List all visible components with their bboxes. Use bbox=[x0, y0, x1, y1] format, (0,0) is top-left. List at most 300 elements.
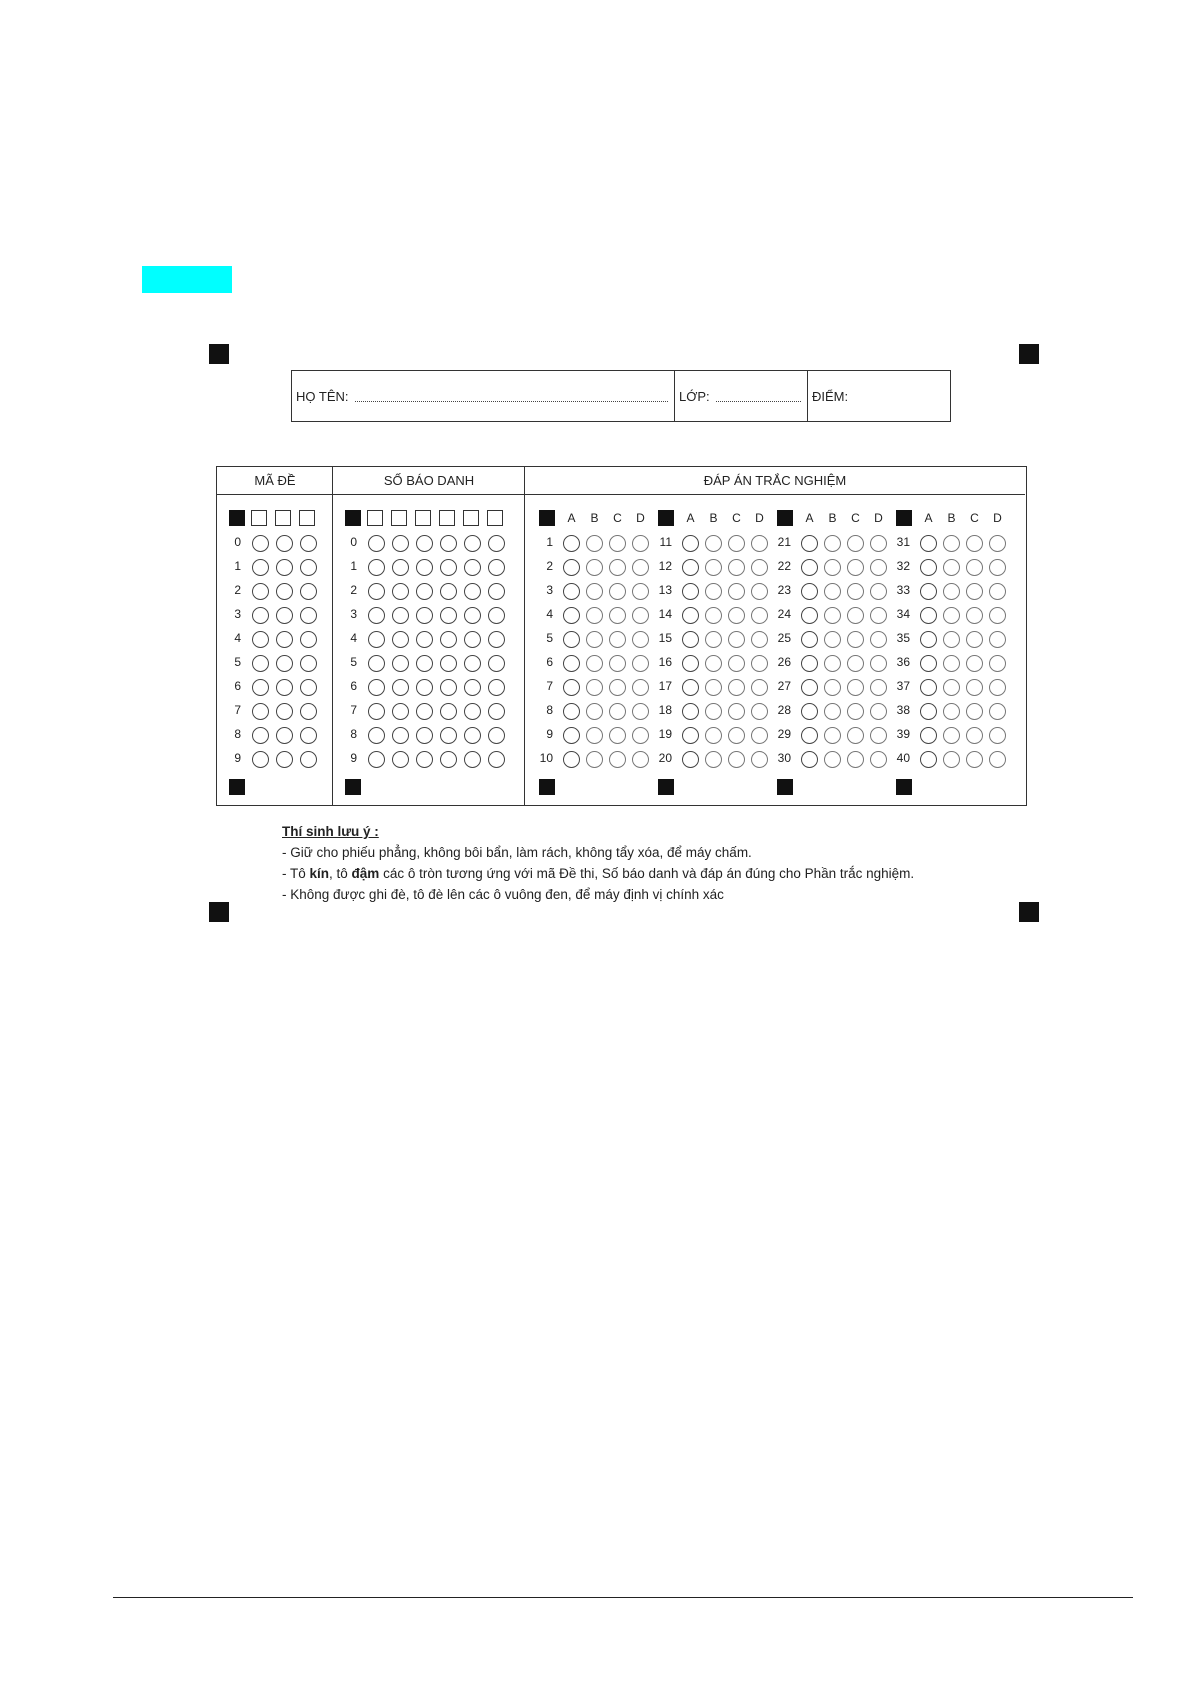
answer-bubble[interactable] bbox=[801, 607, 818, 624]
candidate-id-write-box[interactable] bbox=[439, 510, 455, 526]
candidate-id-bubble[interactable] bbox=[392, 751, 409, 768]
answer-bubble[interactable] bbox=[682, 559, 699, 576]
answer-bubble[interactable] bbox=[563, 631, 580, 648]
candidate-id-bubble[interactable] bbox=[416, 631, 433, 648]
answer-bubble[interactable] bbox=[751, 559, 768, 576]
exam-code-bubble[interactable] bbox=[276, 751, 293, 768]
answer-bubble[interactable] bbox=[563, 703, 580, 720]
candidate-id-bubble[interactable] bbox=[488, 679, 505, 696]
answer-bubble[interactable] bbox=[989, 679, 1006, 696]
answer-bubble[interactable] bbox=[966, 631, 983, 648]
answer-bubble[interactable] bbox=[609, 583, 626, 600]
answer-bubble[interactable] bbox=[632, 631, 649, 648]
candidate-id-bubble[interactable] bbox=[464, 559, 481, 576]
candidate-id-bubble[interactable] bbox=[440, 655, 457, 672]
candidate-id-bubble[interactable] bbox=[392, 607, 409, 624]
answer-bubble[interactable] bbox=[632, 679, 649, 696]
answer-bubble[interactable] bbox=[609, 559, 626, 576]
exam-code-bubble[interactable] bbox=[300, 535, 317, 552]
answer-bubble[interactable] bbox=[870, 703, 887, 720]
answer-bubble[interactable] bbox=[920, 655, 937, 672]
candidate-id-bubble[interactable] bbox=[440, 679, 457, 696]
answer-bubble[interactable] bbox=[586, 727, 603, 744]
answer-bubble[interactable] bbox=[870, 559, 887, 576]
answer-bubble[interactable] bbox=[989, 607, 1006, 624]
question-number: 11 bbox=[659, 535, 672, 549]
answer-bubble[interactable] bbox=[920, 631, 937, 648]
answer-bubble[interactable] bbox=[920, 607, 937, 624]
answer-bubble[interactable] bbox=[705, 703, 722, 720]
answer-bubble[interactable] bbox=[705, 559, 722, 576]
answer-bubble[interactable] bbox=[586, 679, 603, 696]
answer-bubble[interactable] bbox=[847, 727, 864, 744]
answer-bubble[interactable] bbox=[705, 607, 722, 624]
answer-bubble[interactable] bbox=[705, 655, 722, 672]
answer-bubble[interactable] bbox=[920, 535, 937, 552]
class-field[interactable] bbox=[675, 371, 808, 421]
answer-bubble[interactable] bbox=[751, 703, 768, 720]
answer-bubble[interactable] bbox=[870, 751, 887, 768]
exam-code-bubble[interactable] bbox=[276, 703, 293, 720]
answer-bubble[interactable] bbox=[801, 727, 818, 744]
candidate-id-bubble[interactable] bbox=[368, 559, 385, 576]
answer-bubble[interactable] bbox=[586, 655, 603, 672]
answer-bubble[interactable] bbox=[847, 535, 864, 552]
candidate-id-write-box[interactable] bbox=[487, 510, 503, 526]
answer-letter-header: C bbox=[970, 511, 979, 525]
answer-letter-header: C bbox=[732, 511, 741, 525]
candidate-id-bubble[interactable] bbox=[440, 751, 457, 768]
answer-bubble[interactable] bbox=[943, 631, 960, 648]
exam-code-bubble[interactable] bbox=[276, 727, 293, 744]
answer-bubble[interactable] bbox=[966, 559, 983, 576]
answer-bubble[interactable] bbox=[824, 655, 841, 672]
digit-label: 4 bbox=[350, 631, 357, 645]
answer-bubble[interactable] bbox=[609, 727, 626, 744]
answer-bubble[interactable] bbox=[847, 559, 864, 576]
answer-bubble[interactable] bbox=[609, 607, 626, 624]
exam-code-bubble[interactable] bbox=[252, 583, 269, 600]
candidate-id-bubble[interactable] bbox=[440, 703, 457, 720]
candidate-id-bubble[interactable] bbox=[440, 583, 457, 600]
answer-bubble[interactable] bbox=[870, 727, 887, 744]
candidate-id-bubble[interactable] bbox=[464, 679, 481, 696]
answer-letter-header: A bbox=[805, 511, 814, 525]
candidate-id-bubble[interactable] bbox=[368, 679, 385, 696]
candidate-id-bubble[interactable] bbox=[488, 583, 505, 600]
answer-bubble[interactable] bbox=[824, 535, 841, 552]
answer-bubble[interactable] bbox=[966, 727, 983, 744]
answer-bubble[interactable] bbox=[682, 679, 699, 696]
answer-bubble[interactable] bbox=[609, 655, 626, 672]
digit-label: 9 bbox=[234, 751, 241, 765]
candidate-id-bubble[interactable] bbox=[464, 655, 481, 672]
answer-bubble[interactable] bbox=[847, 655, 864, 672]
answer-bubble[interactable] bbox=[989, 631, 1006, 648]
answer-bubble[interactable] bbox=[989, 655, 1006, 672]
answer-bubble[interactable] bbox=[943, 607, 960, 624]
answer-bubble[interactable] bbox=[609, 679, 626, 696]
corner-marker-bottom-left bbox=[209, 902, 229, 922]
exam-code-bubble[interactable] bbox=[252, 559, 269, 576]
answer-bubble[interactable] bbox=[705, 751, 722, 768]
answer-bubble[interactable] bbox=[632, 535, 649, 552]
candidate-id-bubble[interactable] bbox=[392, 535, 409, 552]
candidate-id-bubble[interactable] bbox=[392, 559, 409, 576]
candidate-id-bubble[interactable] bbox=[464, 727, 481, 744]
answer-bubble[interactable] bbox=[563, 655, 580, 672]
candidate-info-box bbox=[291, 370, 951, 422]
registration-marker-square bbox=[896, 510, 912, 526]
answer-bubble[interactable] bbox=[870, 631, 887, 648]
candidate-id-bubble[interactable] bbox=[488, 559, 505, 576]
candidate-id-bubble[interactable] bbox=[440, 727, 457, 744]
candidate-id-bubble[interactable] bbox=[392, 631, 409, 648]
answer-bubble[interactable] bbox=[632, 655, 649, 672]
candidate-id-bubble[interactable] bbox=[464, 583, 481, 600]
candidate-id-bubble[interactable] bbox=[416, 655, 433, 672]
candidate-id-bubble[interactable] bbox=[488, 751, 505, 768]
answer-bubble[interactable] bbox=[801, 559, 818, 576]
answer-bubble[interactable] bbox=[705, 727, 722, 744]
candidate-id-write-box[interactable] bbox=[463, 510, 479, 526]
answer-bubble[interactable] bbox=[801, 751, 818, 768]
answer-bubble[interactable] bbox=[751, 679, 768, 696]
answer-letter-header: D bbox=[993, 511, 1002, 525]
answer-bubble[interactable] bbox=[705, 583, 722, 600]
answer-bubble[interactable] bbox=[966, 679, 983, 696]
answer-bubble[interactable] bbox=[751, 727, 768, 744]
answer-bubble[interactable] bbox=[989, 703, 1006, 720]
exam-code-write-box[interactable] bbox=[299, 510, 315, 526]
answer-bubble[interactable] bbox=[943, 751, 960, 768]
instruction-line: - Giữ cho phiếu phẳng, không bôi bẩn, làm rách, không tẩy xóa, để máy chấm. bbox=[282, 845, 752, 860]
corner-marker-bottom-right bbox=[1019, 902, 1039, 922]
answer-bubble[interactable] bbox=[920, 751, 937, 768]
answer-bubble[interactable] bbox=[609, 631, 626, 648]
candidate-id-bubble[interactable] bbox=[488, 655, 505, 672]
answer-bubble[interactable] bbox=[609, 751, 626, 768]
answer-bubble[interactable] bbox=[728, 751, 745, 768]
answer-bubble[interactable] bbox=[728, 607, 745, 624]
question-number: 5 bbox=[546, 631, 553, 645]
answer-bubble[interactable] bbox=[966, 607, 983, 624]
registration-marker-square bbox=[539, 779, 555, 795]
candidate-id-bubble[interactable] bbox=[416, 607, 433, 624]
candidate-id-bubble[interactable] bbox=[488, 535, 505, 552]
candidate-id-bubble[interactable] bbox=[416, 679, 433, 696]
answer-bubble[interactable] bbox=[920, 703, 937, 720]
candidate-id-bubble[interactable] bbox=[368, 583, 385, 600]
answer-bubble[interactable] bbox=[824, 583, 841, 600]
candidate-id-bubble[interactable] bbox=[440, 535, 457, 552]
answer-bubble[interactable] bbox=[751, 607, 768, 624]
answer-bubble[interactable] bbox=[824, 703, 841, 720]
answer-bubble[interactable] bbox=[824, 607, 841, 624]
answer-bubble[interactable] bbox=[563, 535, 580, 552]
exam-code-bubble[interactable] bbox=[300, 559, 317, 576]
candidate-id-bubble[interactable] bbox=[392, 655, 409, 672]
exam-code-bubble[interactable] bbox=[300, 751, 317, 768]
question-number: 29 bbox=[777, 727, 791, 741]
answer-bubble[interactable] bbox=[847, 679, 864, 696]
answer-bubble[interactable] bbox=[563, 607, 580, 624]
answer-bubble[interactable] bbox=[586, 535, 603, 552]
answer-bubble[interactable] bbox=[632, 607, 649, 624]
exam-code-bubble[interactable] bbox=[252, 703, 269, 720]
answer-bubble[interactable] bbox=[801, 679, 818, 696]
instruction-line: - Tô kín, tô đậm các ô tròn tương ứng với mã Đề thi, Số báo danh và đáp án đúng cho Phần trắc nghiệm. bbox=[282, 866, 915, 881]
exam-code-bubble[interactable] bbox=[252, 655, 269, 672]
candidate-id-bubble[interactable] bbox=[392, 727, 409, 744]
answer-bubble[interactable] bbox=[682, 607, 699, 624]
answer-bubble[interactable] bbox=[801, 583, 818, 600]
answer-bubble[interactable] bbox=[728, 679, 745, 696]
exam-code-bubble[interactable] bbox=[252, 679, 269, 696]
name-field[interactable] bbox=[292, 371, 675, 421]
exam-code-bubble[interactable] bbox=[300, 679, 317, 696]
exam-code-bubble[interactable] bbox=[252, 607, 269, 624]
answer-bubble[interactable] bbox=[586, 583, 603, 600]
question-number: 18 bbox=[658, 703, 672, 717]
answer-bubble[interactable] bbox=[705, 679, 722, 696]
answer-bubble[interactable] bbox=[824, 679, 841, 696]
answer-bubble[interactable] bbox=[801, 703, 818, 720]
candidate-id-bubble[interactable] bbox=[368, 535, 385, 552]
answer-bubble[interactable] bbox=[870, 607, 887, 624]
question-number: 3 bbox=[546, 583, 553, 597]
exam-code-bubble[interactable] bbox=[252, 751, 269, 768]
candidate-id-bubble[interactable] bbox=[440, 559, 457, 576]
answer-bubble[interactable] bbox=[920, 583, 937, 600]
candidate-id-bubble[interactable] bbox=[488, 607, 505, 624]
answer-bubble[interactable] bbox=[586, 751, 603, 768]
candidate-id-bubble[interactable] bbox=[488, 727, 505, 744]
answer-bubble[interactable] bbox=[920, 679, 937, 696]
answer-bubble[interactable] bbox=[586, 703, 603, 720]
candidate-id-bubble[interactable] bbox=[368, 631, 385, 648]
answer-bubble[interactable] bbox=[632, 727, 649, 744]
answer-bubble[interactable] bbox=[989, 727, 1006, 744]
answer-bubble[interactable] bbox=[728, 631, 745, 648]
exam-code-bubble[interactable] bbox=[252, 727, 269, 744]
candidate-id-write-box[interactable] bbox=[367, 510, 383, 526]
candidate-id-bubble[interactable] bbox=[392, 583, 409, 600]
candidate-id-bubble[interactable] bbox=[368, 607, 385, 624]
answer-bubble[interactable] bbox=[966, 655, 983, 672]
question-number: 1 bbox=[546, 535, 553, 549]
candidate-id-bubble[interactable] bbox=[392, 703, 409, 720]
answer-bubble[interactable] bbox=[586, 559, 603, 576]
candidate-id-write-box[interactable] bbox=[415, 510, 431, 526]
exam-code-bubble[interactable] bbox=[276, 535, 293, 552]
answer-bubble[interactable] bbox=[801, 655, 818, 672]
answer-bubble[interactable] bbox=[682, 583, 699, 600]
answer-bubble[interactable] bbox=[801, 631, 818, 648]
answer-bubble[interactable] bbox=[728, 559, 745, 576]
candidate-id-title: SỐ BÁO DANH bbox=[333, 467, 525, 495]
answer-bubble[interactable] bbox=[632, 583, 649, 600]
answers-title: ĐÁP ÁN TRẮC NGHIỆM bbox=[525, 467, 1025, 495]
exam-code-bubble[interactable] bbox=[300, 583, 317, 600]
question-number: 30 bbox=[777, 751, 791, 765]
answer-bubble[interactable] bbox=[870, 655, 887, 672]
answer-letter-header: A bbox=[924, 511, 933, 525]
question-number: 22 bbox=[777, 559, 791, 573]
exam-code-bubble[interactable] bbox=[300, 631, 317, 648]
candidate-id-bubble[interactable] bbox=[440, 631, 457, 648]
answer-bubble[interactable] bbox=[920, 727, 937, 744]
candidate-id-bubble[interactable] bbox=[416, 751, 433, 768]
answer-bubble[interactable] bbox=[682, 655, 699, 672]
answer-bubble[interactable] bbox=[563, 727, 580, 744]
candidate-id-bubble[interactable] bbox=[416, 703, 433, 720]
answer-bubble[interactable] bbox=[989, 751, 1006, 768]
question-number: 17 bbox=[658, 679, 672, 693]
registration-marker-square bbox=[539, 510, 555, 526]
exam-code-write-box[interactable] bbox=[251, 510, 267, 526]
answer-bubble[interactable] bbox=[705, 631, 722, 648]
candidate-id-bubble[interactable] bbox=[368, 727, 385, 744]
answer-bubble[interactable] bbox=[682, 631, 699, 648]
answer-bubble[interactable] bbox=[847, 583, 864, 600]
candidate-id-bubble[interactable] bbox=[464, 703, 481, 720]
score-field[interactable] bbox=[808, 371, 950, 421]
answer-bubble[interactable] bbox=[751, 631, 768, 648]
candidate-id-bubble[interactable] bbox=[392, 679, 409, 696]
answer-bubble[interactable] bbox=[586, 631, 603, 648]
answer-bubble[interactable] bbox=[682, 703, 699, 720]
answer-bubble[interactable] bbox=[989, 559, 1006, 576]
answer-bubble[interactable] bbox=[870, 679, 887, 696]
digit-label: 0 bbox=[350, 535, 357, 549]
answer-bubble[interactable] bbox=[966, 583, 983, 600]
instructions-title: Thí sinh lưu ý : bbox=[282, 824, 379, 839]
answer-bubble[interactable] bbox=[586, 607, 603, 624]
answer-bubble[interactable] bbox=[728, 535, 745, 552]
exam-code-bubble[interactable] bbox=[300, 703, 317, 720]
answer-bubble[interactable] bbox=[966, 535, 983, 552]
answer-bubble[interactable] bbox=[728, 727, 745, 744]
answer-bubble[interactable] bbox=[563, 751, 580, 768]
exam-code-write-box[interactable] bbox=[275, 510, 291, 526]
answer-bubble[interactable] bbox=[943, 703, 960, 720]
answer-bubble[interactable] bbox=[824, 727, 841, 744]
candidate-id-bubble[interactable] bbox=[488, 631, 505, 648]
answer-bubble[interactable] bbox=[943, 583, 960, 600]
answer-bubble[interactable] bbox=[751, 751, 768, 768]
answer-bubble[interactable] bbox=[870, 583, 887, 600]
answer-bubble[interactable] bbox=[966, 751, 983, 768]
answer-bubble[interactable] bbox=[943, 535, 960, 552]
answer-bubble[interactable] bbox=[943, 727, 960, 744]
answer-bubble[interactable] bbox=[943, 679, 960, 696]
candidate-id-bubble[interactable] bbox=[464, 607, 481, 624]
exam-code-bubble[interactable] bbox=[276, 631, 293, 648]
answer-bubble[interactable] bbox=[751, 655, 768, 672]
candidate-id-bubble[interactable] bbox=[488, 703, 505, 720]
answer-bubble[interactable] bbox=[609, 535, 626, 552]
answer-bubble[interactable] bbox=[847, 703, 864, 720]
answer-bubble[interactable] bbox=[563, 583, 580, 600]
answer-bubble[interactable] bbox=[728, 703, 745, 720]
candidate-id-bubble[interactable] bbox=[416, 559, 433, 576]
exam-code-bubble[interactable] bbox=[300, 727, 317, 744]
answer-sheet bbox=[216, 466, 1027, 806]
candidate-id-bubble[interactable] bbox=[416, 583, 433, 600]
answer-bubble[interactable] bbox=[989, 535, 1006, 552]
answer-bubble[interactable] bbox=[682, 727, 699, 744]
answer-bubble[interactable] bbox=[632, 559, 649, 576]
candidate-id-bubble[interactable] bbox=[464, 751, 481, 768]
digit-label: 3 bbox=[350, 607, 357, 621]
exam-code-bubble[interactable] bbox=[276, 679, 293, 696]
candidate-id-bubble[interactable] bbox=[368, 655, 385, 672]
candidate-id-write-box[interactable] bbox=[391, 510, 407, 526]
answer-bubble[interactable] bbox=[728, 583, 745, 600]
answer-bubble[interactable] bbox=[563, 679, 580, 696]
answer-bubble[interactable] bbox=[824, 631, 841, 648]
candidate-id-bubble[interactable] bbox=[464, 535, 481, 552]
exam-code-bubble[interactable] bbox=[276, 559, 293, 576]
answer-bubble[interactable] bbox=[705, 535, 722, 552]
candidate-id-bubble[interactable] bbox=[368, 703, 385, 720]
answer-bubble[interactable] bbox=[920, 559, 937, 576]
answer-bubble[interactable] bbox=[751, 535, 768, 552]
exam-code-bubble[interactable] bbox=[300, 655, 317, 672]
exam-code-title: MÃ ĐỀ bbox=[217, 467, 333, 495]
exam-code-bubble[interactable] bbox=[276, 583, 293, 600]
candidate-id-bubble[interactable] bbox=[368, 751, 385, 768]
exam-code-bubble[interactable] bbox=[252, 535, 269, 552]
exam-code-bubble[interactable] bbox=[252, 631, 269, 648]
exam-code-bubble[interactable] bbox=[276, 655, 293, 672]
answer-letter-header: B bbox=[590, 511, 599, 525]
candidate-id-bubble[interactable] bbox=[416, 727, 433, 744]
answer-bubble[interactable] bbox=[563, 559, 580, 576]
digit-label: 1 bbox=[234, 559, 241, 573]
answer-bubble[interactable] bbox=[870, 535, 887, 552]
registration-marker-square bbox=[658, 510, 674, 526]
answer-bubble[interactable] bbox=[847, 751, 864, 768]
answer-bubble[interactable] bbox=[751, 583, 768, 600]
answer-bubble[interactable] bbox=[824, 559, 841, 576]
answer-bubble[interactable] bbox=[682, 751, 699, 768]
exam-code-bubble[interactable] bbox=[276, 607, 293, 624]
question-number: 12 bbox=[658, 559, 672, 573]
candidate-id-bubble[interactable] bbox=[416, 535, 433, 552]
answer-bubble[interactable] bbox=[966, 703, 983, 720]
answer-bubble[interactable] bbox=[728, 655, 745, 672]
candidate-id-bubble[interactable] bbox=[464, 631, 481, 648]
digit-label: 7 bbox=[234, 703, 241, 717]
question-number: 20 bbox=[658, 751, 672, 765]
answer-bubble[interactable] bbox=[847, 631, 864, 648]
answer-bubble[interactable] bbox=[801, 535, 818, 552]
candidate-id-bubble[interactable] bbox=[440, 607, 457, 624]
answer-bubble[interactable] bbox=[824, 751, 841, 768]
answer-bubble[interactable] bbox=[847, 607, 864, 624]
exam-code-bubble[interactable] bbox=[300, 607, 317, 624]
answer-bubble[interactable] bbox=[943, 559, 960, 576]
answer-bubble[interactable] bbox=[632, 751, 649, 768]
corner-marker-top-left bbox=[209, 344, 229, 364]
answer-bubble[interactable] bbox=[632, 703, 649, 720]
answer-bubble[interactable] bbox=[989, 583, 1006, 600]
answer-bubble[interactable] bbox=[682, 535, 699, 552]
answer-bubble[interactable] bbox=[943, 655, 960, 672]
answer-bubble[interactable] bbox=[609, 703, 626, 720]
